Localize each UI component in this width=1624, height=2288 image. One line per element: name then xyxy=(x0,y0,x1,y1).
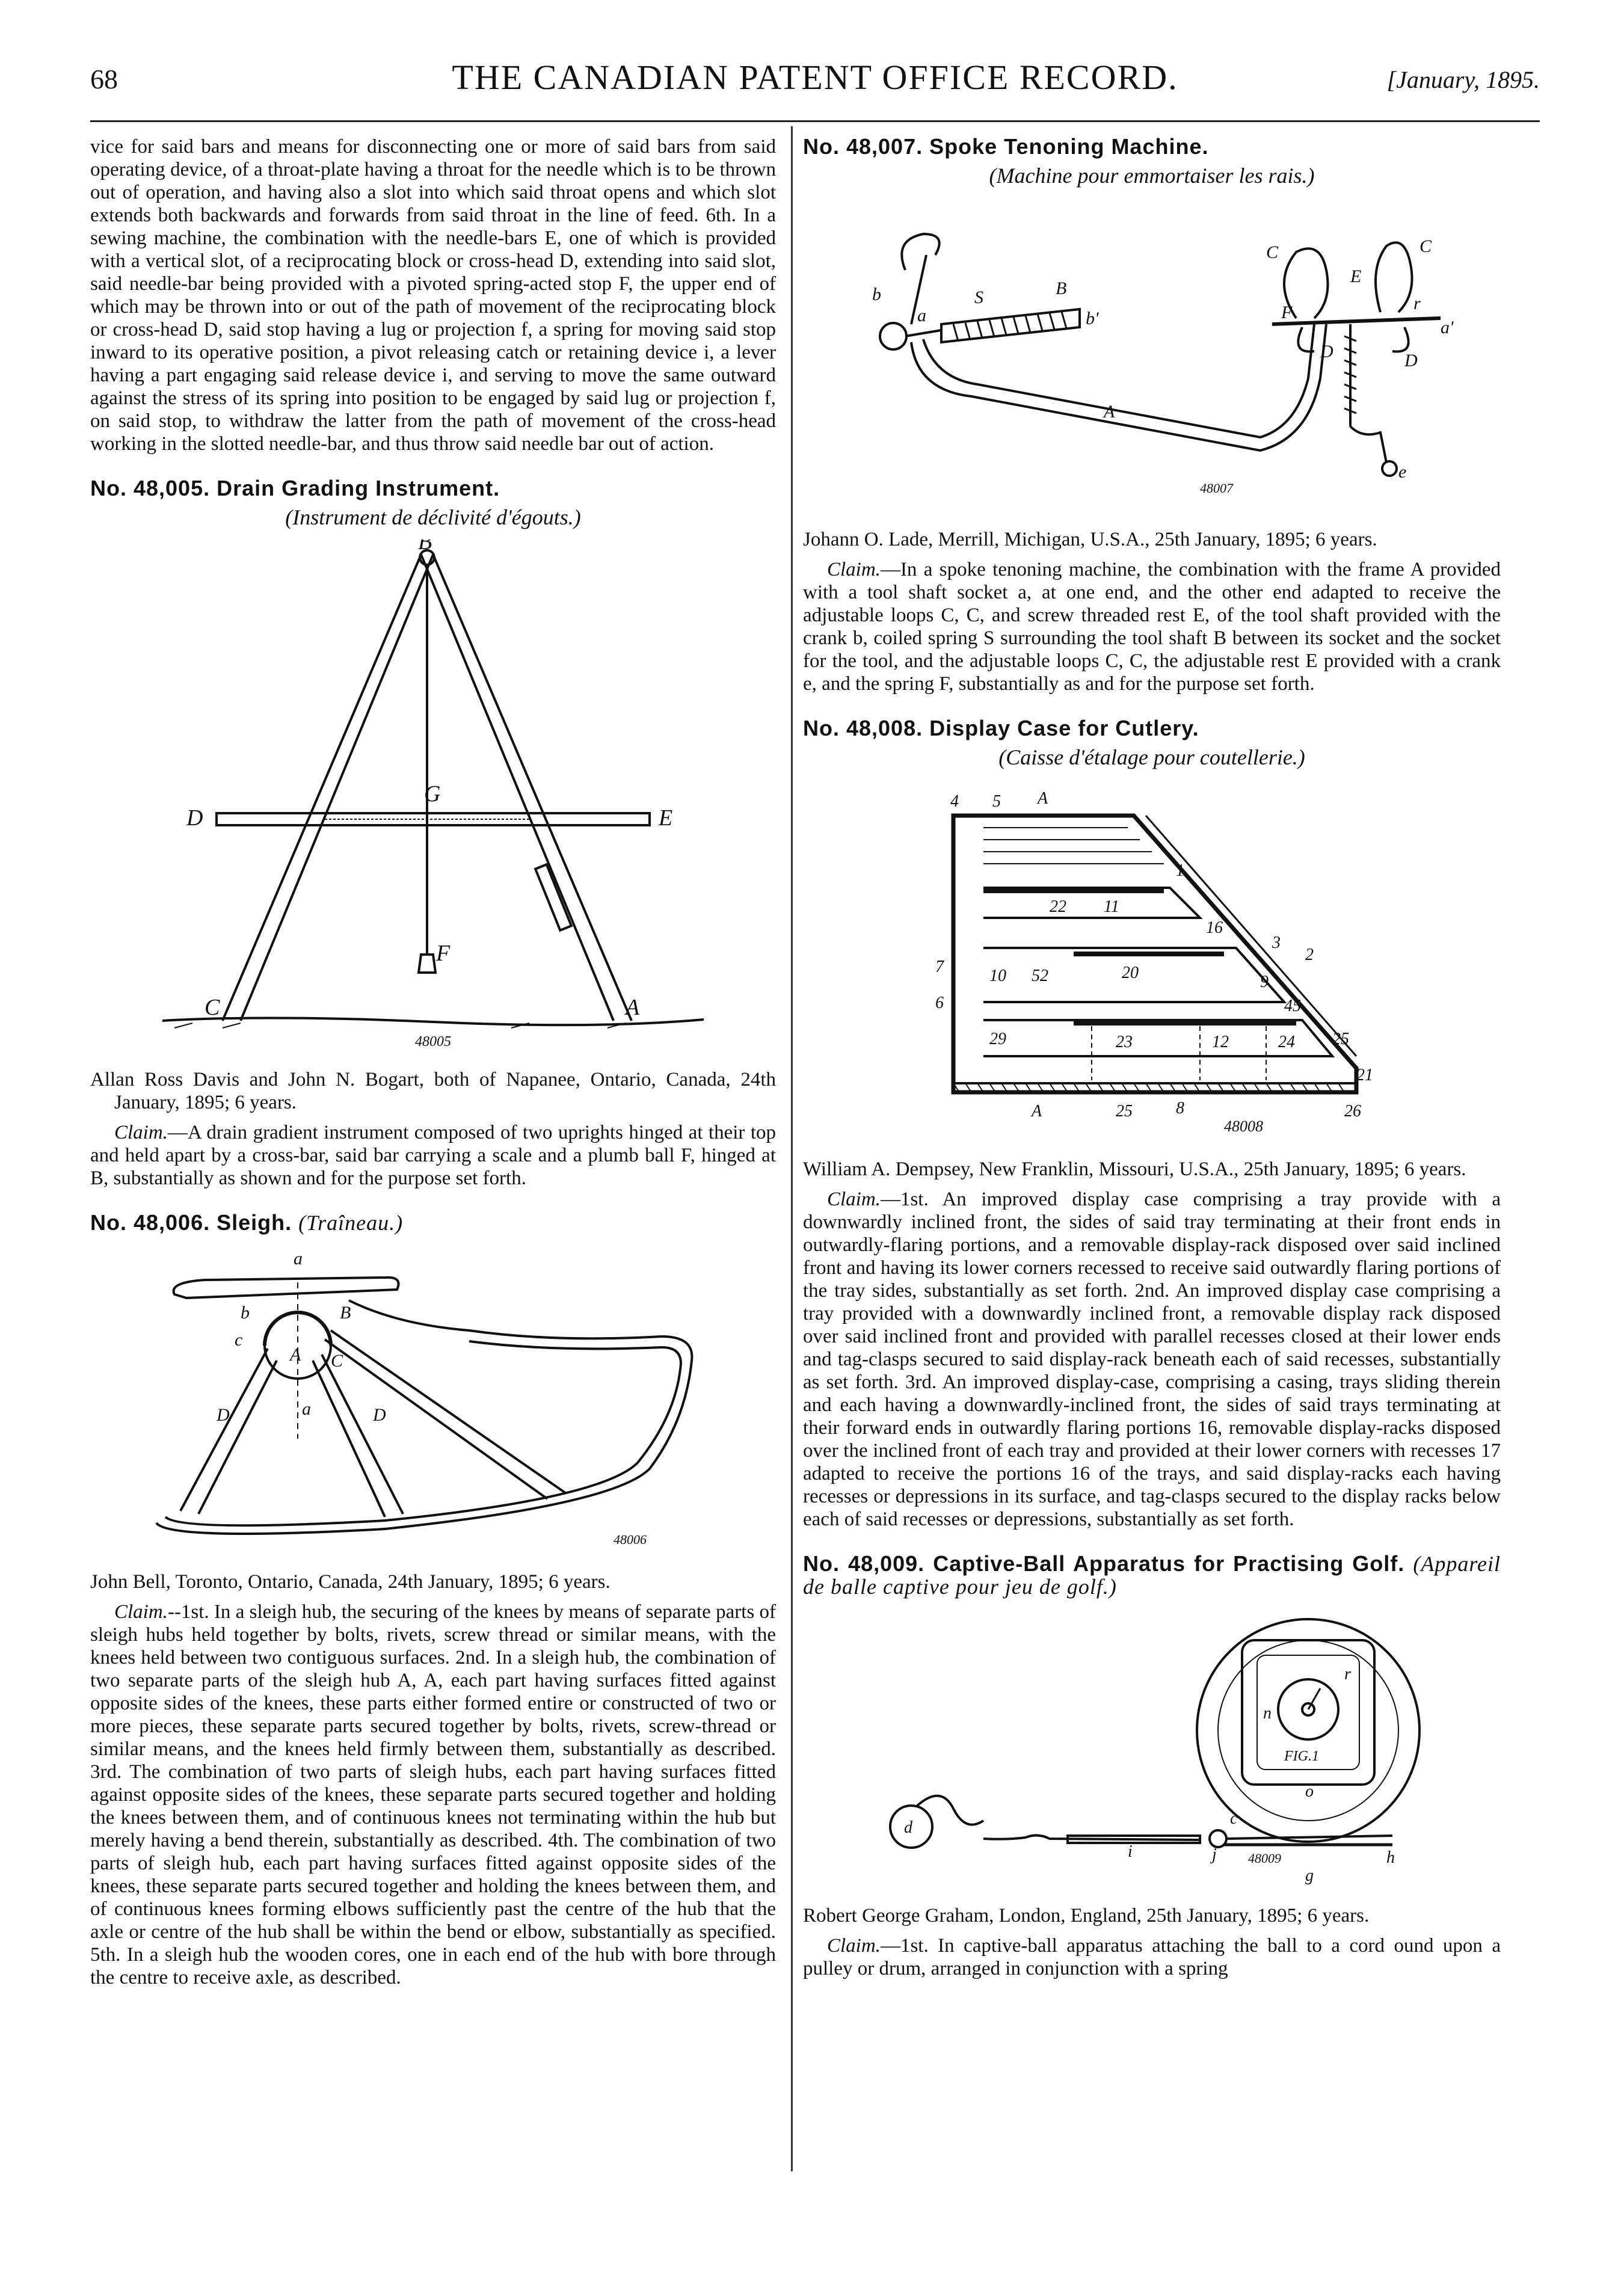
fig-label: 11 xyxy=(1104,897,1119,916)
claim-text: —1st. In captive-ball apparatus attaching the ball to a cord ound upon a pulley or drum, arranged in conjunction with a spring xyxy=(803,1935,1501,1979)
fig-label: d xyxy=(904,1818,912,1837)
fig-label: G xyxy=(424,781,441,807)
fig-label: D xyxy=(186,805,203,831)
fig-label: c xyxy=(235,1330,243,1350)
fig-label: n xyxy=(1263,1704,1272,1723)
left-column xyxy=(90,135,776,1996)
patent-heading-48009 xyxy=(803,1552,1501,1598)
fig-label: j xyxy=(1212,1845,1217,1864)
fig-label: C xyxy=(1419,236,1432,256)
patent-subtitle-48007: (Machine pour emmortaiser les rais.) xyxy=(989,164,1315,188)
fig-label: r xyxy=(1413,294,1421,313)
patent-heading-48005: No. 48,005. Drain Grading Instrument. xyxy=(90,476,500,500)
fig-label: C xyxy=(1266,242,1279,262)
fig-label: b' xyxy=(1086,309,1099,328)
continued-claim-text: vice for said bars and means for disconnecting one or more of said bars from said operating device, of a throat-plate having a throat for the needle which is to be thrown out of operation, and having also a slot into which said throat opens and which slot extends both backwards and forwards from said throat in the line of feed. 6th. In a sewing machine, the combination with the needle-bars E, one of which is provided with a vertical slot, of a reciprocating block or cross-head D, extending into said slot, said needle-bar being provided with a pivoted spring-acted stop F, the upper end of which may be thrown into or out of the path of movement of the reciprocating block or cross-head D, said stop having a lug or projection f, a spring for moving said stop inward to its operative position, a pivot releasing catch or retaining device i, a lever having a part engaging said release device i, and serving to move the same outward against the stress of its spring into position to be engaged by said lug or projection f, on said stop, to withdraw the latter from the path of movement of the cross-head working in the slotted needle-bar, and thus throw said needle bar out of action. xyxy=(90,136,776,455)
inventor-48005: Allan Ross Davis and John N. Bogart, both of Napanee, Ontario, Canada, 24th January, 1895; 6 years. xyxy=(90,1069,776,1113)
fig-label: D xyxy=(217,1405,230,1425)
figure-number: 48006 xyxy=(614,1532,647,1547)
fig-label: c xyxy=(1230,1809,1238,1828)
patent-subtitle-48008: (Caisse d'étalage pour coutellerie.) xyxy=(998,745,1305,769)
patent-heading-french: (Traîneau.) xyxy=(298,1211,404,1235)
column-divider xyxy=(791,126,793,2171)
fig-label: o xyxy=(1305,1782,1314,1801)
fig-label: 52 xyxy=(1032,967,1048,985)
fig-label: C xyxy=(331,1351,343,1371)
fig-label: E xyxy=(1350,266,1362,286)
fig-label: 12 xyxy=(1212,1033,1229,1051)
fig-label: e xyxy=(1398,462,1407,482)
claim-48008 xyxy=(803,1188,1501,1531)
fig-label: A xyxy=(1038,789,1048,808)
fig-label: a xyxy=(302,1399,311,1419)
page-title: THE CANADIAN PATENT OFFICE RECORD. xyxy=(452,58,1178,97)
fig-label: 10 xyxy=(989,967,1006,985)
fig-label: A xyxy=(290,1345,301,1365)
inventor-48006: John Bell, Toronto, Ontario, Canada, 24th January, 1895; 6 years. xyxy=(90,1571,611,1593)
drain-instrument-drawing xyxy=(150,540,716,1051)
fig-label: 25 xyxy=(1332,1030,1349,1048)
fig-label: 9 xyxy=(1260,973,1269,991)
fig-label: 45 xyxy=(1284,997,1301,1015)
figure-spoke-tenoning-machine xyxy=(803,198,1501,516)
figure-number: 48009 xyxy=(1248,1851,1281,1866)
claim-48005 xyxy=(90,1121,776,1190)
fig-label: A xyxy=(1032,1102,1042,1121)
figure-number: 48007 xyxy=(1200,481,1233,496)
fig-label: A xyxy=(626,995,640,1020)
claim-48006 xyxy=(90,1601,776,1989)
fig-label: a' xyxy=(1441,318,1454,337)
claim-label: Claim. xyxy=(827,559,881,580)
fig-label: D xyxy=(1320,342,1333,361)
claim-label: Claim. xyxy=(827,1935,881,1957)
fig-label: FIG.1 xyxy=(1284,1748,1319,1764)
fig-label: 6 xyxy=(935,994,944,1012)
fig-label: a xyxy=(917,306,926,325)
fig-label: 23 xyxy=(1116,1033,1133,1051)
fig-label: B xyxy=(1056,278,1067,298)
fig-label: 21 xyxy=(1356,1066,1373,1084)
fig-label: 24 xyxy=(1278,1033,1295,1051)
page-number: 68 xyxy=(90,64,118,94)
inventor-48009: Robert George Graham, London, England, 25th January, 1895; 6 years. xyxy=(803,1905,1370,1927)
fig-label: A xyxy=(1104,402,1115,422)
claim-text: —In a spoke tenoning machine, the combination with the frame A provided with a tool shaft socket a, at one end, and the other end adapted to receive the adjustable loops C, C, and screw threaded rest E, of the tool shaft provided with the crank b, coiled spring S surrounding the tool shaft B between its socket and the socket for the tool, and the adjustable loops C, C, the adjustable rest E provided with a crank e, and the spring F, substantially as and for the purpose set forth. xyxy=(803,559,1501,695)
fig-label: 22 xyxy=(1050,897,1066,916)
fig-label: r xyxy=(1344,1665,1351,1684)
right-column xyxy=(803,135,1501,1987)
claim-text: --1st. In a sleigh hub, the securing of the knees by means of separate parts of sleigh hubs held together by bolts, rivets, screw thread or similar means, with the knees held between two contiguous surfaces. 2nd. In a sleigh hub, the combination of two separate parts of the sleigh hub A, A, each part having surfaces fitted against opposite sides of the knees, these parts either formed entire or constructed of two or more pieces, these separate parts secured together by bolts, rivets, screw-thread or similar means, and the knees held firmly between them, substantially as described. 3rd. The combination of two parts of sleigh hubs, each part having surfaces fitted against opposite sides of the knees, these separate parts secured together and holding the knees between them, and of continuous knees not terminating within the hub but merely having a bend therein, substantially as described. 4th. The combination of two parts of sleigh hub, each part having surfaces fitted against opposite sides of the knees, these separate parts secured together and holding the knees between them, and of continuous knees forming elbows sufficiently past the centre of the hub that the axle or centre of the hub shall be within the bend or elbow, substantially as specified. 5th. In a sleigh hub the wooden cores, one in each end of the hub with bore through the centre to receive axle, as described. xyxy=(90,1601,776,1988)
figure-captive-ball-apparatus xyxy=(803,1604,1501,1892)
fig-label: b xyxy=(241,1303,250,1323)
inventor-48007: Johann O. Lade, Merrill, Michigan, U.S.A., 25th January, 1895; 6 years. xyxy=(803,529,1377,550)
fig-label: S xyxy=(974,288,983,307)
fig-label: 7 xyxy=(935,958,944,976)
display-case-drawing xyxy=(863,780,1441,1140)
fig-label: a xyxy=(294,1249,303,1269)
page-header xyxy=(90,57,1540,105)
patent-heading-text: No. 48,009. Captive-Ball Apparatus for Practising Golf. xyxy=(803,1551,1405,1576)
claim-48009 xyxy=(803,1934,1501,1980)
claim-label: Claim. xyxy=(114,1601,168,1623)
fig-label: 5 xyxy=(992,792,1001,811)
header-rule xyxy=(90,120,1540,122)
patent-heading-french: (Appareil de balle captive pour jeu de golf.) xyxy=(803,1552,1501,1599)
fig-label: 25 xyxy=(1116,1102,1133,1121)
fig-label: F xyxy=(436,941,451,966)
fig-label: 2 xyxy=(1305,946,1314,964)
fig-label: D xyxy=(1404,351,1418,371)
fig-label: E xyxy=(659,805,673,831)
claim-label: Claim. xyxy=(114,1122,168,1143)
fig-label: D xyxy=(373,1405,386,1425)
fig-label: F xyxy=(1281,303,1293,322)
fig-label: 20 xyxy=(1122,964,1139,982)
patent-subtitle-48005: (Instrument de déclivité d'égouts.) xyxy=(285,505,581,529)
figure-number: 48005 xyxy=(415,1034,451,1050)
fig-label: 26 xyxy=(1344,1102,1361,1121)
captive-ball-drawing xyxy=(827,1604,1477,1887)
fig-label: g xyxy=(1305,1866,1314,1885)
figure-sleigh xyxy=(90,1240,776,1558)
fig-label: B xyxy=(340,1303,351,1323)
fig-label: 16 xyxy=(1206,918,1223,937)
fig-label: b xyxy=(872,284,881,304)
fig-label: 4 xyxy=(950,792,959,811)
inventor-48008: William A. Dempsey, New Franklin, Missouri, U.S.A., 25th January, 1895; 6 years. xyxy=(803,1158,1466,1180)
figure-display-case xyxy=(803,780,1501,1146)
claim-text: —A drain gradient instrument composed of two uprights hinged at their top and held apart by a cross-bar, said bar carrying a scale and a plumb ball F, hinged at B, substantially as shown and for the purpose set forth. xyxy=(90,1122,776,1189)
sleigh-drawing xyxy=(132,1240,734,1553)
patent-heading-48008: No. 48,008. Display Case for Cutlery. xyxy=(803,716,1199,740)
claim-text: —1st. An improved display case comprising a tray provide with a downwardly inclined front, the sides of said tray terminating at their front ends in outwardly-flaring portions, and a removable display-rack disposed over said inclined front and having its lower corners recessed to receive said outwardly flaring portions of the tray sides, substantially as set forth. 2nd. An improved display case comprising a tray provided with a downwardly inclined front, a removable display rack disposed over said inclined front and provided with parallel recesses closed at their lower ends and tag-clasps secured to said display-rack beneath each of said recesses, substantially as set forth. 3rd. An improved display-case, comprising a casing, trays sliding therein and each having a downwardly-inclined front, the sides of said trays terminating at their forward ends in outwardly flaring portions 16, removable display-racks disposed over the inclined front of each tray and provided at their lower corners with recesses 17 adapted to receive the portions 16 of the trays, and said display-racks each having recesses or depressions in its surface, and tag-clasps secured to the display racks below each of said recesses or depressions, substantially as set forth. xyxy=(803,1189,1501,1530)
patent-heading-48007: No. 48,007. Spoke Tenoning Machine. xyxy=(803,134,1209,159)
claim-48007 xyxy=(803,558,1501,695)
fig-label: C xyxy=(205,995,220,1020)
fig-label: B xyxy=(418,540,432,555)
fig-label: 1 xyxy=(1176,861,1184,880)
fig-label: i xyxy=(1128,1842,1133,1861)
fig-label: 3 xyxy=(1272,933,1281,952)
spoke-machine-drawing xyxy=(839,198,1465,511)
figure-number: 48008 xyxy=(1224,1118,1263,1135)
fig-label: h xyxy=(1386,1848,1395,1867)
patent-heading-text: No. 48,006. Sleigh. xyxy=(90,1210,292,1235)
fig-label: 29 xyxy=(989,1030,1006,1048)
fig-label: 8 xyxy=(1176,1099,1184,1118)
page-date: [January, 1895. xyxy=(1386,66,1540,93)
figure-drain-grading-instrument xyxy=(90,540,776,1056)
claim-label: Claim. xyxy=(827,1189,881,1210)
patent-heading-48006 xyxy=(90,1211,776,1234)
